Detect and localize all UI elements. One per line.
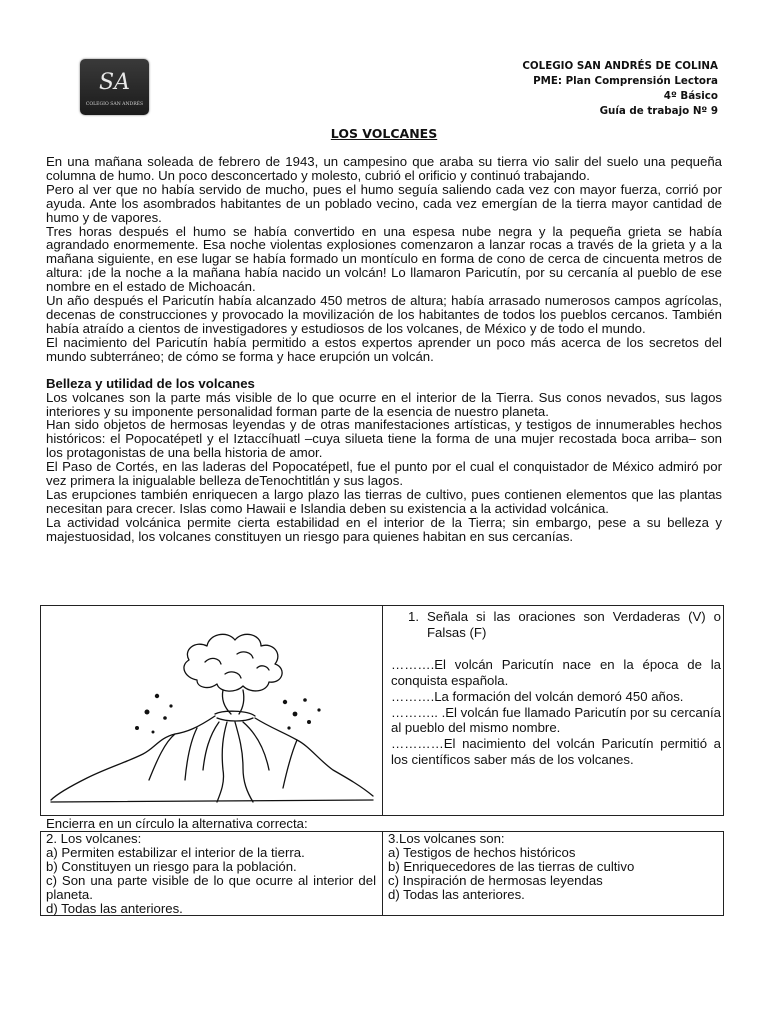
paragraph: Han sido objetos de hermosas leyendas y de otras manifestaciones artísticas, y testigos de innumerables hechos históricos: el Popocatépetl y el Iztaccíhuatl –cuya silueta tiene la forma de una mujer recostada boca arriba– son los protagonistas de una bella historia de amor.: [46, 417, 722, 461]
paragraph: El Paso de Cortés, en las laderas del Popocatépetl, fue el punto por el cual el conquistador de México admiró por vez primera la inigualable belleza deTenochtitlán y sus lagos.: [46, 459, 722, 489]
option-item: d) Todas las anteriores.: [46, 901, 183, 917]
question-1-header: [391, 609, 721, 641]
paragraph: Las erupciones también enriquecen a largo plazo las tierras de cultivo, pues contienen elementos que las plantas necesitan para crecer. Islas como Hawaii e Islandia deben su existencia a la actividad volcánica.: [46, 486, 722, 516]
paragraph: Tres horas después el humo se había convertido en una espesa nube negra y la pequeña grieta se había agrandado enormemente. Esa noche violentas explosiones comenzaron a lanzar rocas a través de la grieta y a la mañana siguiente, en ese lugar se había formado un montículo en forma de cono de cerca de cincuenta metros de altura: ¡de la noche a la mañana había nacido un volcán! Lo llamaron Paricutín, por su cercanía al pueblo de ese nombre en el estado de Michoacán.: [46, 223, 722, 295]
option-item: b) Constituyen un riesgo para la población.: [46, 859, 297, 875]
paragraph: En una mañana soleada de febrero de 1943, un campesino que araba su tierra vio salir del suelo una pequeña columna de humo. Un poco desconcertado y molesto, cubrió el orificio y continuó trabajando.: [46, 154, 722, 183]
column-divider: [382, 606, 383, 815]
section-heading: Belleza y utilidad de los volcanes: [46, 375, 255, 391]
volcano-illustration: [47, 610, 377, 810]
paragraph: Un año después el Paricutín había alcanzado 450 metros de altura; había arrasado numerosos campos agrícolas, decenas de construcciones y provocado la movilización de los habitantes de todos los pueblos cercanos. También había atraído a cientos de investigadores y estudiosos de los volcanes, de México y de todo el mundo.: [46, 293, 722, 336]
document-header: [522, 59, 718, 119]
exercise-table-bottom: [40, 831, 724, 916]
true-false-item: ……….. .El volcán fue llamado Paricutín por su cercanía al pueblo del mismo nombre.: [391, 704, 721, 736]
true-false-item: ……….El volcán Paricutín nace en la época de la conquista española.: [391, 656, 721, 688]
true-false-item: ……….La formación del volcán demoró 450 años.: [391, 688, 684, 704]
volcano-icon: [47, 610, 377, 810]
option-item: c) Inspiración de hermosas leyendas: [388, 873, 603, 889]
question-number: 1.: [408, 609, 419, 624]
question-1: [391, 609, 721, 768]
program-name: PME: Plan Comprensión Lectora: [533, 75, 718, 87]
instruction: Encierra en un círculo la alternativa correcta:: [46, 816, 308, 831]
school-name: COLEGIO SAN ANDRÉS DE COLINA: [522, 60, 718, 72]
paragraph: Los volcanes son la parte más visible de lo que ocurre en el interior de la Tierra. Sus conos nevados, sus lagos interiores y su imponente personalidad forman parte de la esencia de nuestro planeta.: [46, 389, 722, 419]
logo-monogram: SA: [99, 70, 130, 95]
option-item: a) Testigos de hechos históricos: [388, 845, 576, 861]
page-title: LOS VOLCANES: [330, 126, 438, 141]
exercise-table-top: [40, 605, 724, 816]
page-title-wrap: [0, 126, 768, 141]
question-title: 2. Los volcanes:: [46, 831, 142, 846]
option-item: a) Permiten estabilizar el interior de la tierra.: [46, 845, 305, 861]
column-divider: [382, 832, 383, 915]
paragraph: El nacimiento del Paricutín había permitido a estos expertos aprender un poco más acerca de los secretos del mundo subterráneo; de cómo se forma y hace erupción un volcán.: [46, 334, 722, 364]
grade-label: 4º Básico: [663, 90, 718, 102]
paragraph: Pero al ver que no había servido de mucho, pues el humo seguía saliendo cada vez con mayor fuerza, corrió por ayuda. Ante los asombrados habitantes de un poblado vecino, cada vez emergían de la tierra mayor cantidad de humo y de vapores.: [46, 181, 722, 225]
guide-label: Guía de trabajo Nº 9: [599, 105, 718, 117]
school-logo: [80, 59, 149, 115]
paragraph: La actividad volcánica permite cierta estabilidad en el interior de la Tierra; sin embargo, pese a su belleza y majestuosidad, los volcanes constituyen un riesgo para quienes habitan en sus cercanías.: [46, 514, 722, 544]
question-prompt: Señala si las oraciones son Verdaderas (V) o Falsas (F): [427, 609, 721, 640]
true-false-item: …………El nacimiento del volcán Paricutín permitió a los científicos saber más de los volcanes.: [391, 736, 721, 768]
logo-text: COLEGIO SAN ANDRÉS: [85, 102, 144, 107]
school-crest-icon: [80, 59, 149, 115]
question-2: [46, 832, 376, 917]
option-item: d) Todas las anteriores.: [388, 887, 525, 903]
question-title: 3.Los volcanes son:: [388, 831, 505, 846]
option-item: c) Son una parte visible de lo que ocurre al interior del planeta.: [46, 873, 376, 903]
option-item: b) Enriquecedores de las tierras de cultivo: [388, 859, 635, 875]
question-3: [388, 832, 718, 902]
reading-text: [46, 155, 722, 544]
